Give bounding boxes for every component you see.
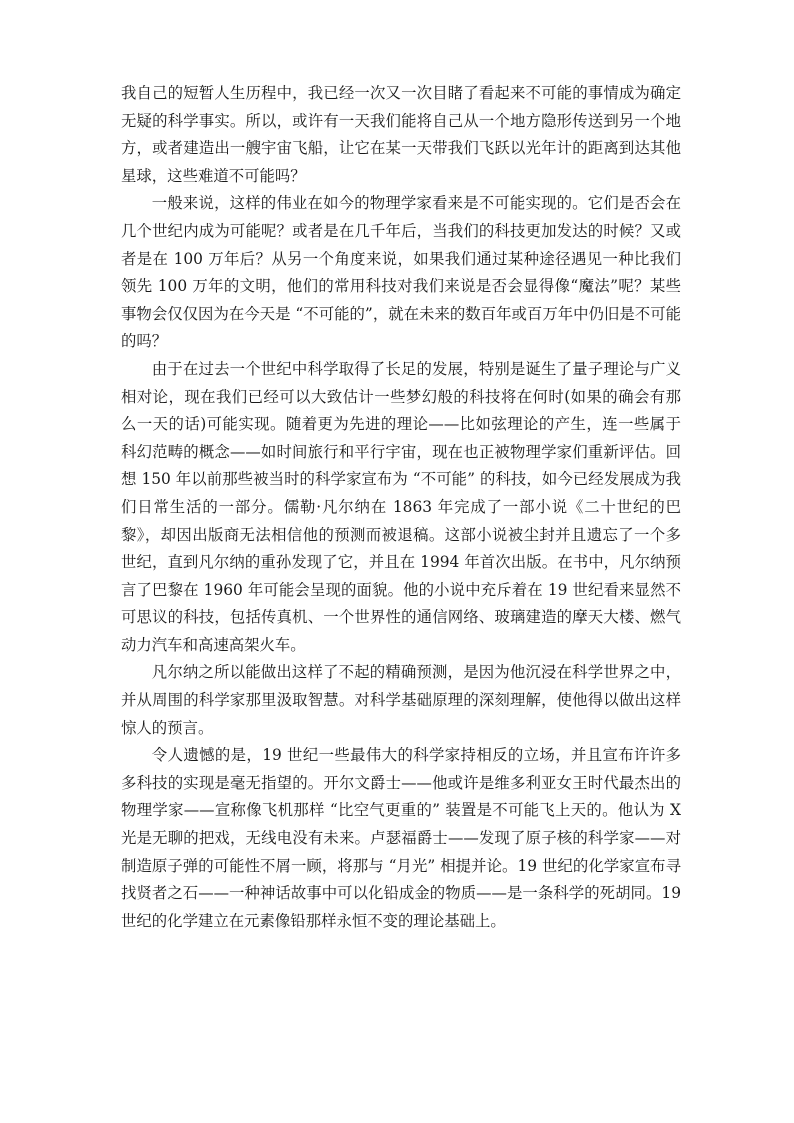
- body-text: [121, 80, 681, 935]
- paragraph-2: 一般来说，这样的伟业在如今的物理学家看来是不可能实现的。它们是否会在几个世纪内成为可能呢？或者是在几千年后，当我们的科技更加发达的时候？又或者是在 100 万年后？从另一个角度来说，如果我们通过某种途径遇见一种比我们领先 100 万年的文明，他们的常用科技对我们来说是否会显得像“魔法”呢？某些事物会仅仅因为在今天是 “不可能的”，就在未来的数百年或百万年中仍旧是不可能的吗？: [121, 194, 681, 351]
- paragraph-4: 凡尔纳之所以能做出这样了不起的精确预测，是因为他沉浸在科学世界之中，并从周围的科学家那里汲取智慧。对科学基础原理的深刻理解，使他得以做出这样惊人的预言。: [121, 663, 681, 737]
- paragraph-1: 我自己的短暂人生历程中，我已经一次又一次目睹了看起来不可能的事情成为确定无疑的科学事实。所以，或许有一天我们能将自己从一个地方隐形传送到另一个地方，或者建造出一艘宇宙飞船，让它在某一天带我们飞跃以光年计的距离到达其他星球，这些难道不可能吗？: [121, 84, 681, 185]
- paragraph-5: 令人遗憾的是，19 世纪一些最伟大的科学家持相反的立场，并且宣布许许多多科技的实现是毫无指望的。开尔文爵士——他或许是维多利亚女王时代最杰出的物理学家——宣称像飞机那样 “比空气更重的” 装置是不可能飞上天的。他认为 X 光是无聊的把戏，无线电没有未来。卢瑟福爵士——发现了原子核的科学家——对制造原子弹的可能性不屑一顾，将那与 “月光” 相提并论。19 世纪的化学家宣布寻找贤者之石——一种神话故事中可以化铅成金的物质——是一条科学的死胡同。19 世纪的化学建立在元素像铅那样永恒不变的理论基础上。: [121, 746, 681, 930]
- paragraph-3: 由于在过去一个世纪中科学取得了长足的发展，特别是诞生了量子理论与广义相对论，现在我们已经可以大致估计一些梦幻般的科技将在何时(如果的确会有那么一天的话)可能实现。随着更为先进的理论——比如弦理论的产生，连一些属于科幻范畴的概念——如时间旅行和平行宇宙，现在也正被物理学家们重新评估。回想 150 年以前那些被当时的科学家宣布为 “不可能” 的科技，如今已经发展成为我们日常生活的一部分。儒勒·凡尔纳在 1863 年完成了一部小说《二十世纪的巴黎》，却因出版商无法相信他的预测而被退稿。这部小说被尘封并且遗忘了一个多世纪，直到凡尔纳的重孙发现了它，并且在 1994 年首次出版。在书中，凡尔纳预言了巴黎在 1960 年可能会呈现的面貌。他的小说中充斥着在 19 世纪看来显然不可思议的科技，包括传真机、一个世界性的通信网络、玻璃建造的摩天大楼、燃气动力汽车和高速高架火车。: [121, 359, 681, 654]
